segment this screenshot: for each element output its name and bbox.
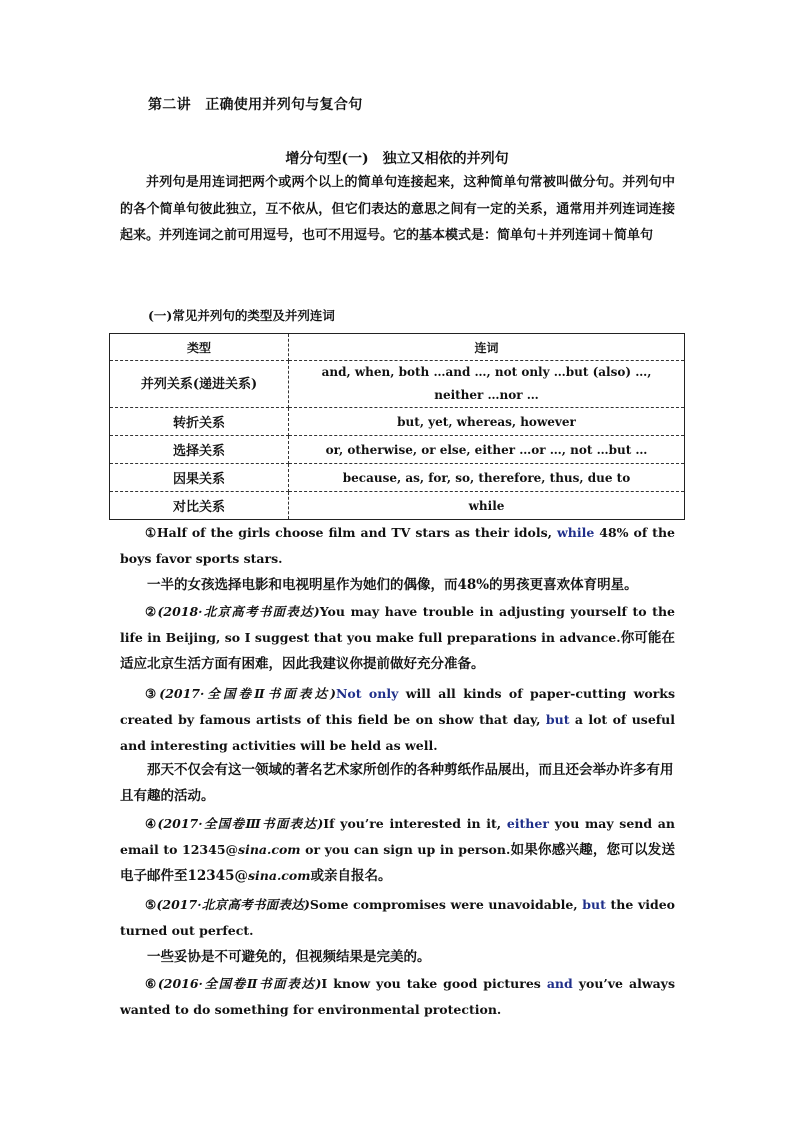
- conjunction-keyword: and: [546, 976, 573, 991]
- table-cell-type: 并列关系(递进关系): [110, 361, 289, 408]
- example-1: [120, 520, 675, 572]
- table-row: [110, 492, 685, 520]
- example-text: the video turned out perfect.: [120, 897, 675, 938]
- example-1-translation: 一半的女孩选择电影和电视明星作为她们的偶像，而48%的男孩更喜欢体育明星。: [147, 577, 638, 593]
- example-text: a lot of useful and interesting activities will be held as well.: [120, 712, 675, 753]
- example-text: I know you take good pictures: [321, 976, 547, 991]
- example-translation: 你可能在适应北京生活方面有困难，因此我建议你提前做好充分准备。: [120, 630, 676, 672]
- example-translation: 或亲自报名。: [310, 868, 392, 884]
- example-source: (2017·全国卷Ⅲ书面表达): [157, 816, 324, 831]
- lecture-title: 第二讲 正确使用并列句与复合句: [148, 97, 363, 113]
- table-cell-conj: while: [289, 492, 685, 520]
- conj-line-1: and, when, both …and …, not only …but (also) …,: [321, 365, 652, 379]
- table-row: [110, 361, 685, 408]
- example-source: (2018·北京高考书面表达): [157, 604, 320, 619]
- conjunction-keyword: but: [582, 897, 606, 912]
- example-text: you may send an email to 12345@: [120, 816, 675, 857]
- example-text: or you can sign up in person.: [300, 842, 511, 857]
- conjunction-keyword: Not only: [335, 686, 399, 701]
- table-row: [110, 464, 685, 492]
- example-translation: 如果你感兴趣，您可以发送电子邮件至12345@: [120, 842, 676, 884]
- intro-paragraph: 并列句是用连词把两个或两个以上的简单句连接起来，这种简单句常被叫做分句。并列句中的各个简单句彼此独立，互不依从，但它们表达的意思之间有一定的关系，通常用并列连词连接起来。并列连词之前可用逗号，也可不用逗号。它的基本模式是：简单句＋并列连词＋简单句: [120, 175, 675, 243]
- example-5: [120, 892, 675, 944]
- table-cell-conj: [289, 361, 685, 408]
- section-title: 增分句型(一) 独立又相依的并列句: [285, 151, 509, 167]
- example-number: ⑥: [145, 976, 158, 991]
- example-number: ⑤: [145, 897, 157, 912]
- table-cell-type: 因果关系: [110, 464, 289, 492]
- table-header-conj: 连词: [289, 334, 685, 361]
- table-cell-conj: because, as, for, so, therefore, thus, due to: [289, 464, 685, 492]
- example-number: ①: [145, 525, 157, 540]
- table-header-type: 类型: [110, 334, 289, 361]
- example-text: will all kinds of paper-cutting works created by famous artists of this field be on show that day,: [120, 686, 675, 727]
- example-text: If you’re interested in it,: [323, 816, 507, 831]
- example-3: [120, 681, 675, 759]
- subsection-heading: (一)常见并列句的类型及并列连词: [148, 308, 335, 323]
- example-5-translation: 一些妥协是不可避免的，但视频结果是完美的。: [147, 949, 431, 965]
- example-text: you’ve always wanted to do something for environmental protection.: [120, 976, 675, 1017]
- conjunction-table: [109, 333, 685, 520]
- table-row: [110, 436, 685, 464]
- table-header-row: [110, 334, 685, 361]
- conjunction-keyword: either: [506, 816, 549, 831]
- example-2: [120, 599, 675, 677]
- example-text: 48% of the boys favor sports stars.: [120, 525, 675, 566]
- example-text: Half of the girls choose film and TV stars as their idols,: [156, 525, 557, 540]
- table-cell-conj: or, otherwise, or else, either …or …, not …but …: [289, 436, 685, 464]
- conjunction-keyword: but: [545, 712, 570, 727]
- example-source: (2017·全国卷Ⅱ书面表达): [159, 686, 336, 701]
- example-number: ④: [145, 816, 158, 831]
- example-source: (2016·全国卷Ⅱ书面表达): [157, 976, 322, 991]
- example-text: Some compromises were unavoidable,: [309, 897, 583, 912]
- example-source: (2017·北京高考书面表达): [156, 897, 310, 912]
- example-text: You may have trouble in adjusting yourself to the life in Beijing, so I suggest that you make full preparations in advance.: [120, 604, 675, 645]
- conjunction-keyword: while: [556, 525, 595, 540]
- example-6: [120, 971, 675, 1023]
- conj-line-2: neither …nor …: [434, 388, 539, 402]
- example-number: ③: [145, 686, 160, 701]
- email-domain: sina.com: [238, 842, 301, 857]
- table-cell-type: 转折关系: [110, 408, 289, 436]
- example-3-translation: 那天不仅会有这一领域的著名艺术家所创作的各种剪纸作品展出，而且还会举办许多有用且有趣的活动。: [120, 762, 674, 804]
- email-domain: sina.com: [247, 868, 311, 883]
- table-cell-type: 对比关系: [110, 492, 289, 520]
- table-cell-type: 选择关系: [110, 436, 289, 464]
- example-4: [120, 811, 675, 889]
- table-row: [110, 408, 685, 436]
- example-number: ②: [145, 604, 158, 619]
- table-cell-conj: but, yet, whereas, however: [289, 408, 685, 436]
